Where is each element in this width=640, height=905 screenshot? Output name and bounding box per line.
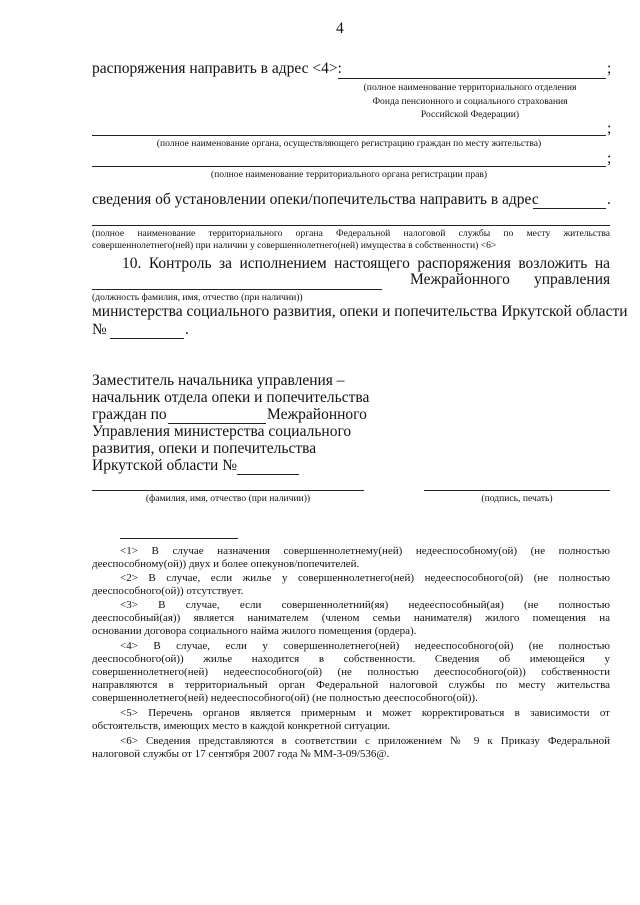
footnote-4-line-5: совершеннолетнего(ней) недееспособного(ой) (не полностью дееспособного(ой)).: [92, 692, 478, 704]
footnote-5-line-1: <5> Перечень органов является примерным и может корректироваться в зависимости от: [120, 707, 610, 719]
signatory-title-line-6: Иркутской области №: [92, 457, 237, 474]
rights-registration-line: [92, 166, 606, 167]
tax-service-address-line: [92, 225, 610, 226]
control-clause-number-line: [110, 338, 184, 339]
signatory-title-line-2: начальник отдела опеки и попечительства: [92, 389, 370, 406]
tax-service-note-1: (полное наименование территориального органа Федеральной налоговой службы по месту жительства: [92, 228, 610, 239]
control-clause-word-2: управления: [534, 271, 611, 288]
footnote-3-line-2: дееспособный(ая)) является нанимателем (членом семьи нанимателя) жилого помещения на: [92, 612, 610, 624]
footnote-4-line-4: направляются в территориальный орган Федеральной налоговой службы по месту жительства: [92, 679, 610, 691]
footnote-5-line-2: обстоятельств, имеющих место в каждой конкретной ситуации.: [92, 720, 391, 732]
footnote-3-line-1: <3> В случае, если совершеннолетний(яя) недееспособный(ая) (не полностью: [120, 599, 610, 611]
control-clause-line-1: 10. Контроль за исполнением настоящего распоряжения возложить на: [122, 255, 610, 272]
tax-service-address-text: сведения об установлении опеки/попечительства направить в адрес: [92, 191, 539, 208]
footnote-2-line-2: дееспособного(ой)) отсутствует.: [92, 585, 244, 597]
pension-fund-address-end: ;: [607, 60, 612, 77]
signature-note: (подпись, печать): [481, 493, 553, 504]
pension-fund-address-line: [338, 78, 606, 79]
footnote-separator: [120, 538, 238, 539]
rights-registration-end: ;: [607, 150, 612, 167]
registration-authority-note: (полное наименование органа, осуществляющего регистрацию граждан по месту жительства): [156, 138, 542, 149]
footnote-3-line-3: основании договора социального найма жилого помещения (ордера).: [92, 625, 417, 637]
signatory-name-note: (фамилия, имя, отчество (при наличии)): [145, 493, 311, 504]
signatory-title-line-5: развития, опеки и попечительства: [92, 440, 317, 457]
pension-fund-note-1: (полное наименование территориального отделения: [363, 82, 577, 93]
signature-line: [424, 490, 610, 491]
responsible-person-note: (должность фамилия, имя, отчество (при наличии)): [92, 292, 303, 303]
tax-service-note-2: совершеннолетнего(ней) при наличии у совершеннолетнего(ней) имущества в собственности) <6>: [92, 240, 497, 251]
footnote-4-line-1: <4> В случае, если у совершеннолетнего(ней) недееспособного(ой) (не полностью: [120, 640, 610, 652]
control-clause-number-sign: №: [92, 321, 107, 338]
footnote-1-line-1: <1> В случае назначения совершеннолетнему(ней) недееспособному(ой) (не полностью: [120, 545, 610, 557]
footnote-4-line-2: дееспособного(ой)) жилье находится в собственности. Сведения об имеющейся у: [92, 653, 610, 665]
signatory-number-line: [237, 474, 299, 475]
pension-fund-note-3: Российской Федерации): [420, 109, 520, 120]
signatory-name-line: [92, 490, 364, 491]
control-clause-number-end: .: [185, 321, 189, 338]
footnote-6-line-2: налоговой службы от 17 сентября 2007 года № ММ-3-09/536@.: [92, 748, 390, 760]
responsible-person-line: [92, 289, 382, 290]
footnote-6-line-1: <6> Сведения представляются в соответствии с приложением № 9 к Приказу Федеральной: [120, 735, 610, 747]
rights-registration-note: (полное наименование территориального органа регистрации прав): [210, 169, 488, 180]
tax-service-address-line-short: [533, 208, 606, 209]
signatory-title-line-3a: граждан по: [92, 406, 167, 423]
footnote-1-line-2: дееспособному(ой)) двух и более опекунов/попечителей.: [92, 558, 360, 570]
pension-fund-note-2: Фонда пенсионного и социального страхования: [372, 96, 568, 107]
signatory-title-line-3b: Межрайонного: [267, 406, 367, 423]
footnote-2-line-1: <2> В случае, если жилье у совершеннолетнего(ней) недееспособного(ой) (не полностью: [120, 572, 610, 584]
pension-fund-address-text: распоряжения направить в адрес <4>:: [92, 60, 342, 77]
signatory-title-line-4: Управления министерства социального: [92, 423, 352, 440]
tax-service-address-end: .: [607, 191, 611, 208]
registration-authority-end: ;: [607, 120, 612, 137]
control-clause-word-1: Межрайонного: [410, 271, 510, 288]
registration-authority-line: [92, 135, 606, 136]
control-clause-line-3: министерства социального развития, опеки и попечительства Иркутской области: [92, 303, 628, 320]
footnote-4-line-3: совершеннолетнего(ней) недееспособного(ой) (не полностью дееспособного(ой)) собственности: [92, 666, 610, 678]
signatory-title-line-1: Заместитель начальника управления –: [92, 372, 345, 389]
page-number: 4: [336, 20, 344, 37]
